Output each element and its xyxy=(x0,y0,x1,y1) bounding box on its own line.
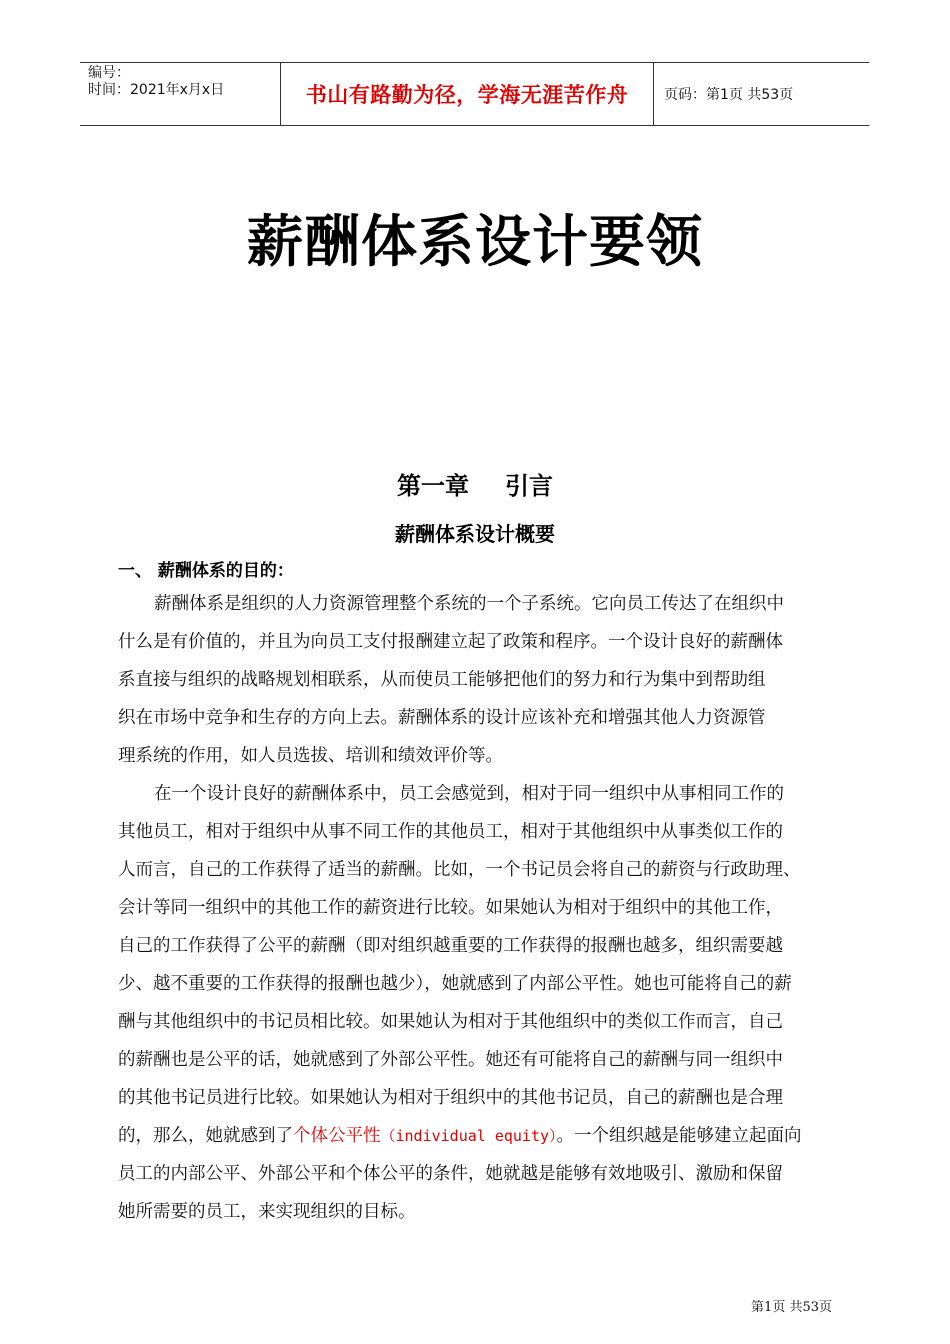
paragraph-line: 系直接与组织的战略规划相联系，从而使员工能够把他们的努力和行为集中到帮助组 xyxy=(118,670,766,690)
line-prefix: 的，那么，她就感到了 xyxy=(118,1126,293,1146)
paragraph-line: 的薪酬也是公平的话，她就感到了外部公平性。她还有可能将自己的薪酬与同一组织中 xyxy=(118,1050,783,1070)
paragraph-line: 理系统的作用，如人员选拔、培训和绩效评价等。 xyxy=(118,746,503,766)
header-meta xyxy=(80,63,281,125)
paragraph-line: 在一个设计良好的薪酬体系中，员工会感觉到，相对于同一组织中从事相同工作的 xyxy=(154,784,784,804)
highlight-term: 个体公平性 xyxy=(293,1126,381,1146)
paragraph-line: 自己的工作获得了公平的薪酬（即对组织越重要的工作获得的报酬也越多，组织需要越 xyxy=(118,936,783,956)
highlight-term-english: （individual equity） xyxy=(380,1127,557,1145)
paragraph-line: 少、越不重要的工作获得的报酬也越少），她就感到了内部公平性。她也可能将自己的薪 xyxy=(118,974,792,994)
paragraph-line: 的其他书记员进行比较。如果她认为相对于组织中的其他书记员，自己的薪酬也是合理 xyxy=(118,1088,783,1108)
paragraph-line: 人而言，自己的工作获得了适当的薪酬。比如，一个书记员会将自己的薪资与行政助理、 xyxy=(118,860,801,880)
body-text xyxy=(118,585,834,1231)
paragraph-line: 其他员工，相对于组织中从事不同工作的其他员工，相对于其他组织中从事类似工作的 xyxy=(118,822,783,842)
paragraph-line: 她所需要的员工，来实现组织的目标。 xyxy=(118,1202,416,1222)
paragraph-line: 酬与其他组织中的书记员相比较。如果她认为相对于其他组织中的类似工作而言，自己 xyxy=(118,1012,783,1032)
date-label: 时间：2021年x月x日 xyxy=(88,82,225,98)
chapter-heading xyxy=(0,466,950,501)
line-suffix: 。一个组织越是能够建立起面向 xyxy=(556,1126,802,1146)
page-header xyxy=(80,62,869,126)
header-motto: 书山有路勤为径，学海无涯苦作舟 xyxy=(281,63,654,125)
serial-label: 编号： xyxy=(88,65,130,81)
paragraph-line: 员工的内部公平、外部公平和个体公平的条件，她就越是能够有效地吸引、激励和保留 xyxy=(118,1164,783,1184)
paragraph-line-highlight xyxy=(118,1117,834,1155)
section-subtitle: 薪酬体系设计概要 xyxy=(395,522,555,546)
paragraph-line: 织在市场中竞争和生存的方向上去。薪酬体系的设计应该补充和增强其他人力资源管 xyxy=(118,708,766,728)
page-footer: 第1页 共53页 xyxy=(751,1300,832,1315)
paragraph-line: 什么是有价值的，并且为向员工支付报酬建立起了政策和程序。一个设计良好的薪酬体 xyxy=(118,632,783,652)
paragraph-line: 薪酬体系是组织的人力资源管理整个系统的一个子系统。它向员工传达了在组织中 xyxy=(154,594,784,614)
document-title: 薪酬体系设计要领 xyxy=(247,210,703,275)
header-page-label: 页码：第1页 共53页 xyxy=(664,87,794,103)
paragraph-line: 会计等同一组织中的其他工作的薪资进行比较。如果她认为相对于组织中的其他工作， xyxy=(118,898,783,918)
chapter-number: 第一章 xyxy=(397,472,469,500)
section-heading: 一、 薪酬体系的目的： xyxy=(118,561,294,581)
chapter-name: 引言 xyxy=(505,472,553,500)
